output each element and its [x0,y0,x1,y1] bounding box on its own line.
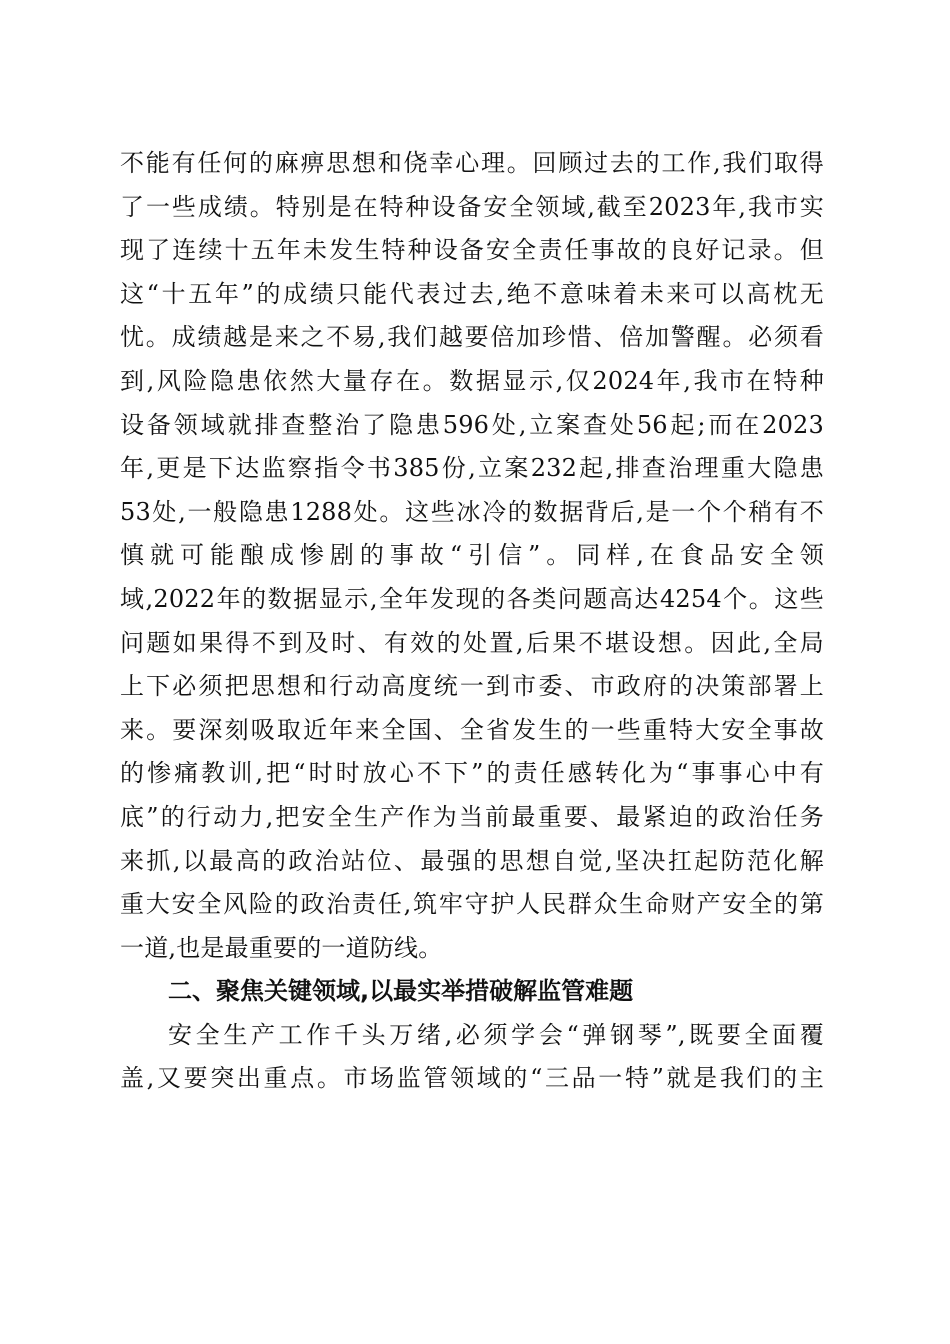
text-line: 到,风险隐患依然大量存在。数据显示,仅2024年,我市在特种 [120,366,824,395]
text-line: 设备领域就排查整治了隐患596处,立案查处56起;而在2023 [120,410,824,439]
text-line: 年,更是下达监察指令书385份,立案232起,排查治理重大隐患 [120,454,824,483]
text-line: 来。要深刻吸取近年来全国、全省发生的一些重特大安全事故 [120,715,824,744]
text-line: 重大安全风险的政治责任,筑牢守护人民群众生命财产安全的第 [120,890,824,919]
text-line: 忧。成绩越是来之不易,我们越要倍加珍惜、倍加警醒。必须看 [120,323,824,352]
text-line: 问题如果得不到及时、有效的处置,后果不堪设想。因此,全局 [120,628,824,657]
text-line: 的惨痛教训,把“时时放心不下”的责任感转化为“事事心中有 [120,759,824,788]
paragraph-2 [120,1014,824,1101]
text-line: 了一些成绩。特别是在特种设备安全领域,截至2023年,我市实 [120,192,824,221]
text-line: 来抓,以最高的政治站位、最强的思想自觉,坚决扛起防范化解 [120,846,824,875]
text-line: 安全生产工作千头万绪,必须学会“弹钢琴”,既要全面覆 [168,1020,824,1049]
text-line: 慎就可能酿成惨剧的事故“引信”。同样,在食品安全领 [120,541,824,570]
text-line: 底”的行动力,把安全生产作为当前最重要、最紧迫的政治任务 [120,802,824,831]
document-body [120,142,824,1101]
paragraph-1 [120,142,824,970]
text-line: 这“十五年”的成绩只能代表过去,绝不意味着未来可以高枕无 [120,279,824,308]
text-line: 不能有任何的麻痹思想和侥幸心理。回顾过去的工作,我们取得 [120,149,824,177]
text-line: 域,2022年的数据显示,全年发现的各类问题高达4254个。这些 [120,584,824,613]
text-line: 现了连续十五年未发生特种设备安全责任事故的良好记录。但 [120,236,824,265]
section-heading: 二、聚焦关键领域,以最实举措破解监管难题 [168,977,634,1006]
text-line: 上下必须把思想和行动高度统一到市委、市政府的决策部署上 [120,672,824,701]
text-line: 一道,也是最重要的一道防线。 [120,933,443,962]
text-line: 53处,一般隐患1288处。这些冰冷的数据背后,是一个个稍有不 [120,497,824,526]
text-line: 盖,又要突出重点。市场监管领域的“三品一特”就是我们的主 [120,1064,824,1093]
